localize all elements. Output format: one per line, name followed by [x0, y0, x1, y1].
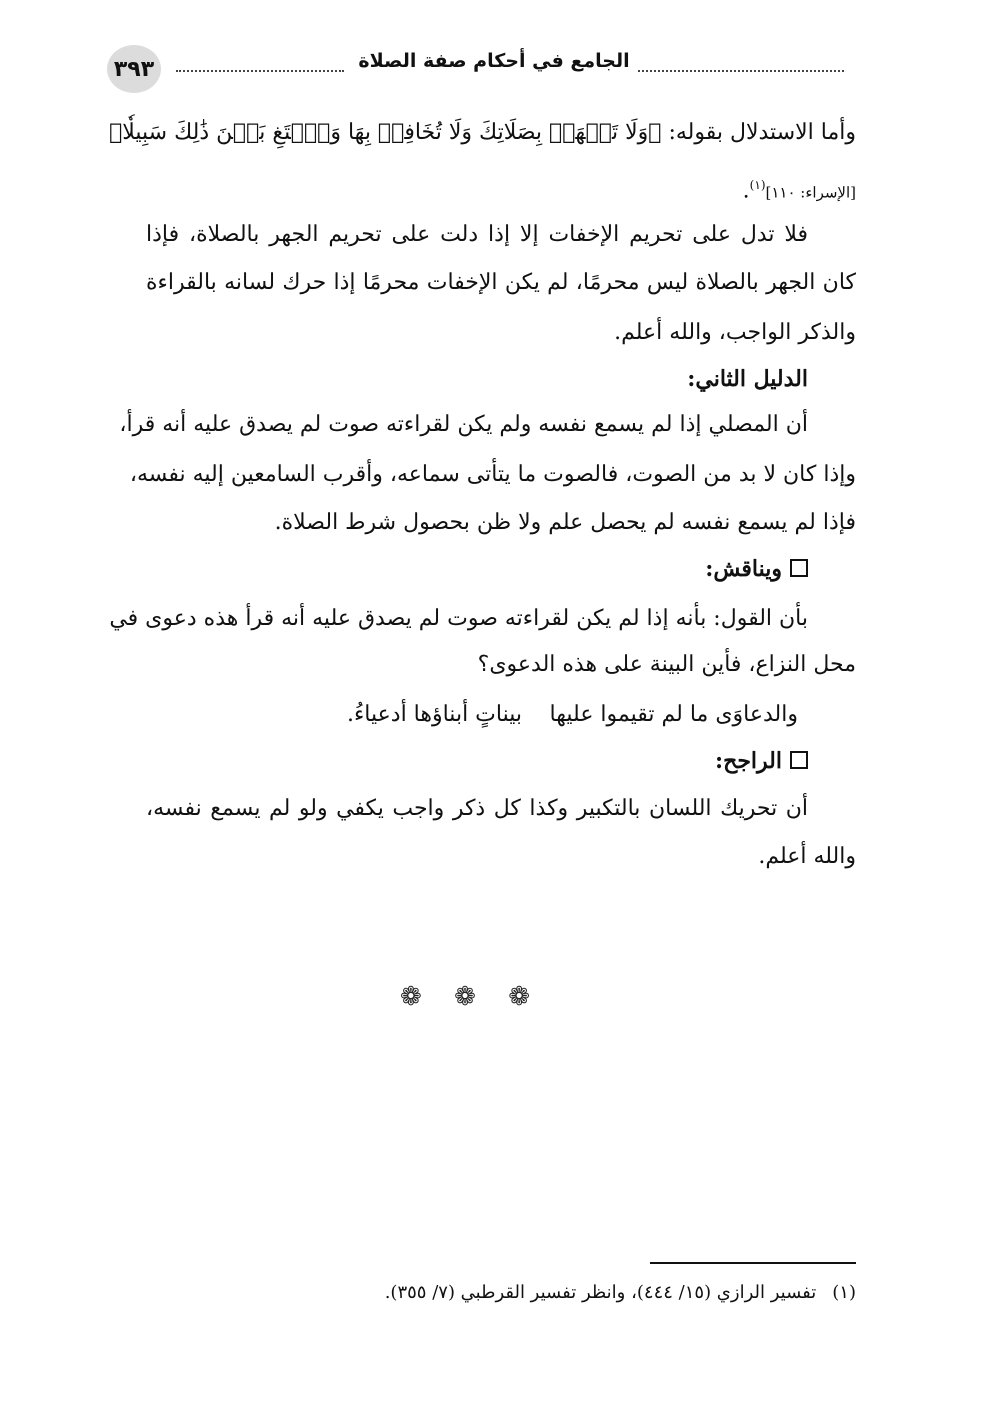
section-end-ornaments [400, 982, 530, 1012]
checkbox-bullet-icon [790, 751, 808, 769]
flower-ornament-icon: ❁ [400, 982, 422, 1012]
poetry-second-hemistich: بيناتٍ أبناؤها أدعياءُ. [346, 702, 522, 727]
running-title: الجامع في أحكام صفة الصلاة [358, 50, 630, 72]
body-line: بأن القول: بأنه إذا لم يكن لقراءته صوت لم يصدق عليه أنه قرأ هذه دعوى في [109, 606, 808, 631]
poetry-first-hemistich: والدعاوَى ما لم تقيموا عليها [549, 702, 798, 727]
section-heading-discussion [705, 554, 808, 584]
body-line: محل النزاع، فأين البينة على هذه الدعوى؟ [477, 652, 856, 677]
footnote-separator [650, 1262, 856, 1264]
header-dotted-leader-left [176, 60, 344, 72]
body-line: أن تحريك اللسان بالتكبير وكذا كل ذكر واجب يكفي ولو لم يسمع نفسه، [146, 796, 808, 821]
sentence-end-period: . [742, 178, 750, 204]
page-number-badge: ٣٩٣ [107, 45, 161, 93]
body-line: والذكر الواجب، والله أعلم. [614, 320, 856, 345]
flower-ornament-icon: ❁ [508, 982, 530, 1012]
footnote [385, 1280, 856, 1306]
section-heading-second-proof: الدليل الثاني: [687, 366, 808, 392]
section-heading-preferred [715, 746, 808, 776]
flower-ornament-icon: ❁ [454, 982, 476, 1012]
body-line-surah-reference [743, 170, 856, 207]
body-line: فلا تدل على تحريم الإخفات إلا إذا دلت على تحريم الجهر بالصلاة، فإذا [146, 222, 808, 247]
body-line: فإذا لم يسمع نفسه لم يحصل علم ولا ظن بحصول شرط الصلاة. [274, 510, 856, 535]
heading-text: ويناقش: [705, 556, 782, 582]
header-dotted-leader-right [638, 60, 844, 72]
body-line: كان الجهر بالصلاة ليس محرمًا، لم يكن الإخفات محرمًا إذا حرك لسانه بالقراءة [146, 270, 856, 295]
body-line: والله أعلم. [758, 844, 856, 869]
heading-text: الراجح: [715, 748, 782, 774]
body-line: أن المصلي إذا لم يسمع نفسه ولم يكن لقراءته صوت لم يصدق عليه أنه قرأ، [119, 412, 808, 437]
footnote-text: تفسير الرازي (١٥/ ٤٤٤)، وانظر تفسير القرطبي (٧/ ٣٥٥). [384, 1282, 817, 1303]
footnote-marker[interactable]: (١) [749, 178, 766, 192]
checkbox-bullet-icon [790, 559, 808, 577]
surah-reference: [الإسراء: ١١٠] [765, 183, 856, 202]
footnote-number: (١) [832, 1282, 856, 1303]
body-line-quran-citation: وأما الاستدلال بقوله: ﴿وَلَا تَجۡهَرۡ بِصَلَاتِكَ وَلَا تُخَافِتۡ بِهَا وَٱبۡتَغِ بَيۡنَ ذَٰلِكَ سَبِيلٗا﴾ [109, 120, 856, 145]
body-line: وإذا كان لا بد من الصوت، فالصوت ما يتأتى سماعه، وأقرب السامعين إليه نفسه، [129, 462, 856, 487]
